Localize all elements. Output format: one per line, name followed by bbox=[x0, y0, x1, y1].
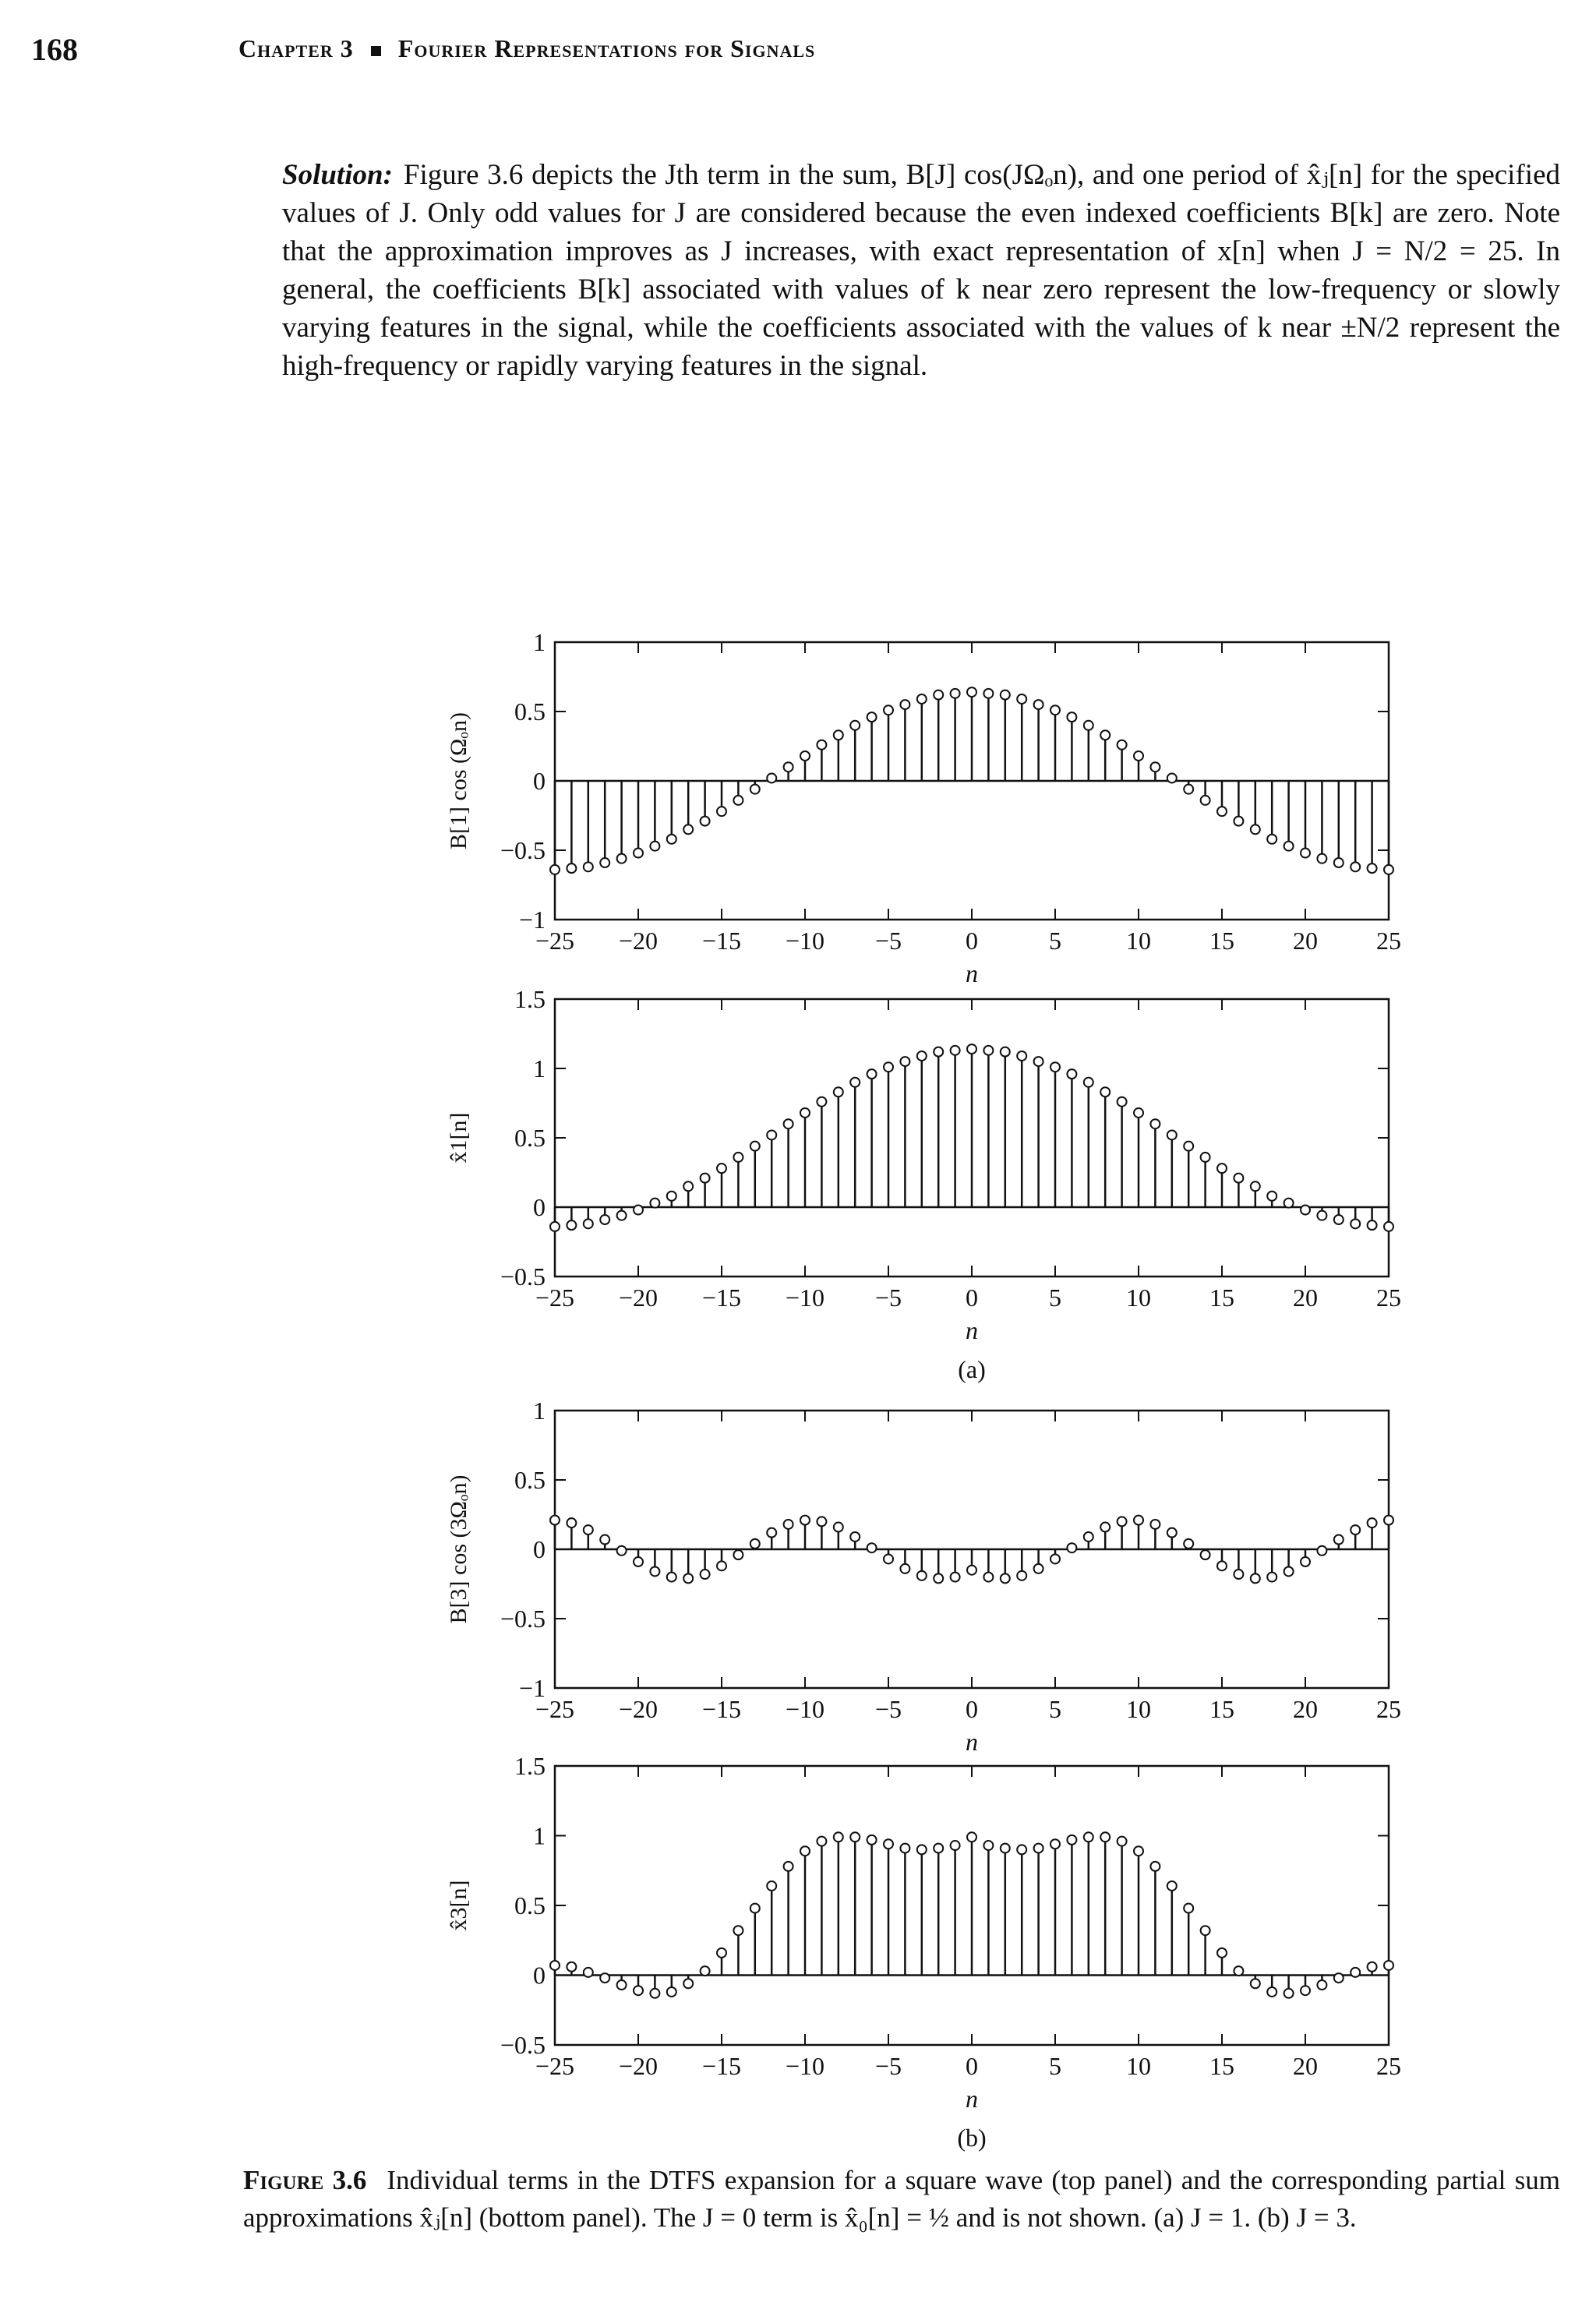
stem-marker bbox=[767, 773, 776, 782]
stem-marker bbox=[951, 1046, 960, 1055]
stem-marker bbox=[1150, 1520, 1160, 1529]
stem-marker bbox=[634, 1557, 643, 1566]
y-axis-label: x̂1[n] bbox=[446, 1112, 471, 1164]
stem-marker bbox=[1317, 1546, 1326, 1556]
stem-marker bbox=[1284, 1989, 1294, 1998]
stem-marker bbox=[817, 1837, 826, 1846]
stem-marker bbox=[834, 1087, 843, 1096]
y-tick-label: −0.5 bbox=[500, 1262, 546, 1291]
stem-marker bbox=[983, 1573, 993, 1582]
stem-marker bbox=[1084, 1532, 1093, 1541]
stem-marker bbox=[767, 1130, 776, 1139]
stem-marker bbox=[1201, 1153, 1210, 1162]
solution-paragraph bbox=[282, 156, 1560, 385]
stem-marker bbox=[1150, 1119, 1160, 1128]
stem-marker bbox=[1267, 835, 1276, 844]
stem-marker bbox=[717, 1948, 726, 1958]
stem-marker bbox=[1100, 1087, 1110, 1096]
stem-marker bbox=[1034, 1564, 1043, 1573]
stem-marker bbox=[967, 687, 976, 697]
solution-text: Figure 3.6 depicts the Jth term in the sum, B[J] cos(JΩₒn), and one period of x̂ⱼ[n] for the specified values of J. Only odd values for J are considered because the even indexed coefficients B[k] are zero. Note that the approximation improves as J increases, with exact representation of x[n] when J = N/2 = 25. In general, the coefficients B[k] associated with values of k near zero represent the low-frequency or slowly varying features in the signal, while the coefficients associated with the values of k near ±N/2 represent the high-frequency or rapidly varying features in the signal. bbox=[282, 159, 1560, 382]
stem-marker bbox=[917, 1845, 927, 1854]
x-tick-label: −5 bbox=[874, 1695, 902, 1723]
stem-marker bbox=[884, 705, 893, 715]
stem-marker bbox=[817, 740, 826, 750]
stem-marker bbox=[800, 1108, 810, 1118]
y-axis-label: B[3] cos (3Ωₒn) bbox=[446, 1474, 471, 1624]
stem-marker bbox=[1334, 1535, 1344, 1545]
stem-marker bbox=[1301, 849, 1310, 858]
x-tick-label: 20 bbox=[1293, 1695, 1318, 1723]
stem-marker bbox=[1150, 1862, 1160, 1871]
stem-marker bbox=[567, 1518, 576, 1527]
x-tick-label: 10 bbox=[1126, 2052, 1151, 2080]
stem-marker bbox=[1100, 1523, 1110, 1532]
stem-marker bbox=[1001, 1047, 1010, 1057]
x-tick-label: −25 bbox=[535, 1695, 575, 1723]
stem-marker bbox=[767, 1881, 776, 1891]
stem-marker bbox=[1084, 721, 1093, 730]
stem-marker bbox=[784, 1520, 793, 1529]
stem-marker bbox=[1134, 1516, 1143, 1525]
stem-marker bbox=[1351, 1968, 1360, 1977]
stem-marker bbox=[1384, 1516, 1393, 1525]
stem-marker bbox=[701, 1966, 710, 1976]
stem-marker bbox=[1118, 1097, 1127, 1107]
stem-marker bbox=[1267, 1192, 1276, 1201]
stem-marker bbox=[1001, 1573, 1010, 1583]
stem-marker bbox=[1034, 1844, 1043, 1853]
stem-marker bbox=[1067, 712, 1076, 722]
panel-label: (a) bbox=[958, 1355, 986, 1383]
stem-marker bbox=[1017, 1051, 1026, 1061]
x-tick-label: 15 bbox=[1209, 927, 1234, 955]
stem-marker bbox=[784, 762, 793, 772]
x-tick-label: −10 bbox=[785, 927, 825, 955]
stem-marker bbox=[733, 1550, 743, 1559]
stem-marker bbox=[1284, 842, 1294, 851]
stem-marker bbox=[867, 1543, 877, 1552]
x-tick-label: −10 bbox=[785, 1284, 825, 1312]
stem-marker bbox=[817, 1517, 826, 1526]
x-tick-label: −20 bbox=[618, 1695, 659, 1723]
stem-marker bbox=[1118, 1837, 1127, 1846]
stem-marker bbox=[800, 1846, 810, 1856]
stem-marker bbox=[784, 1119, 793, 1128]
stem-marker bbox=[917, 1571, 927, 1580]
stem-marker bbox=[1217, 1948, 1227, 1958]
stem-marker bbox=[900, 1057, 909, 1066]
y-tick-label: 1.5 bbox=[514, 1752, 546, 1780]
stem-marker bbox=[1368, 1962, 1377, 1972]
stem-marker bbox=[1184, 785, 1193, 794]
stem-marker bbox=[701, 817, 710, 826]
y-axis-label: x̂3[n] bbox=[446, 1880, 471, 1931]
stem-marker bbox=[983, 689, 993, 698]
stem-marker bbox=[1100, 730, 1110, 740]
stem-marker bbox=[1351, 1219, 1360, 1228]
stem-marker bbox=[884, 1839, 893, 1849]
stem-marker bbox=[650, 1566, 659, 1576]
stem-marker bbox=[934, 1573, 943, 1583]
stem-marker bbox=[1184, 1539, 1193, 1549]
x-axis-label: n bbox=[966, 1728, 978, 1756]
stem-marker bbox=[717, 1561, 726, 1570]
stem-marker bbox=[634, 849, 643, 858]
stem-marker bbox=[550, 865, 560, 874]
stem-marker bbox=[1234, 1570, 1243, 1579]
stem-marker bbox=[567, 1220, 576, 1230]
stem-marker bbox=[1067, 1543, 1076, 1552]
stem-marker bbox=[1201, 1550, 1210, 1559]
x-tick-label: 10 bbox=[1126, 1695, 1151, 1723]
x-tick-label: −5 bbox=[874, 1284, 902, 1312]
stem-marker bbox=[1267, 1987, 1276, 1997]
stem-marker bbox=[750, 1142, 760, 1151]
stem-marker bbox=[1067, 1835, 1076, 1845]
stem-marker bbox=[667, 1987, 676, 1997]
stem-marker bbox=[733, 1926, 743, 1935]
stem-marker bbox=[1368, 1518, 1377, 1527]
stem-marker bbox=[600, 1973, 609, 1983]
stem-marker bbox=[1251, 1181, 1260, 1191]
x-tick-label: 10 bbox=[1126, 927, 1151, 955]
x-tick-label: −5 bbox=[874, 927, 902, 955]
x-tick-label: −15 bbox=[701, 2052, 742, 2080]
stem-marker bbox=[1334, 1973, 1344, 1983]
y-tick-label: 1 bbox=[533, 628, 546, 656]
stem-marker bbox=[567, 1962, 576, 1972]
stem-marker bbox=[1084, 1078, 1093, 1087]
x-tick-label: 25 bbox=[1376, 1284, 1401, 1312]
stem-marker bbox=[584, 1525, 593, 1534]
stem-marker bbox=[834, 1523, 843, 1532]
stem-marker bbox=[1184, 1904, 1193, 1913]
stem-marker bbox=[1301, 1557, 1310, 1566]
x-tick-label: −5 bbox=[874, 2052, 902, 2080]
stem-marker bbox=[834, 730, 843, 740]
stem-marker bbox=[1017, 1571, 1026, 1580]
stem-marker bbox=[717, 1164, 726, 1173]
stem-marker bbox=[850, 1832, 860, 1842]
stem-marker bbox=[900, 1564, 909, 1573]
x-tick-label: 5 bbox=[1049, 2052, 1061, 2080]
stem-plot-panel-2 bbox=[446, 985, 1401, 1383]
stem-marker bbox=[784, 1862, 793, 1871]
y-tick-label: 0 bbox=[533, 1535, 546, 1563]
stem-marker bbox=[917, 1051, 927, 1061]
stem-marker bbox=[750, 785, 760, 794]
x-tick-label: −20 bbox=[618, 1284, 659, 1312]
x-tick-label: 20 bbox=[1293, 2052, 1318, 2080]
stem-marker bbox=[1201, 1926, 1210, 1935]
stem-marker bbox=[1001, 1844, 1010, 1853]
stem-marker bbox=[951, 689, 960, 698]
x-tick-label: −15 bbox=[701, 1695, 742, 1723]
chapter-label: Chapter 3 bbox=[238, 34, 354, 62]
solution-label: Solution: bbox=[282, 159, 393, 191]
stem-marker bbox=[867, 1069, 877, 1079]
stem-marker bbox=[683, 825, 693, 834]
x-tick-label: 25 bbox=[1376, 1695, 1401, 1723]
stem-marker bbox=[683, 1573, 693, 1583]
stem-marker bbox=[1217, 1164, 1227, 1173]
stem-marker bbox=[683, 1181, 693, 1191]
stem-marker bbox=[1217, 807, 1227, 816]
stem-marker bbox=[1034, 700, 1043, 709]
stem-marker bbox=[1217, 1561, 1227, 1570]
x-axis-label: n bbox=[966, 959, 978, 987]
y-tick-label: 0 bbox=[533, 1193, 546, 1221]
stem-marker bbox=[1134, 1846, 1143, 1856]
stem-marker bbox=[800, 751, 810, 761]
stem-marker bbox=[800, 1516, 810, 1525]
stem-marker bbox=[1317, 1980, 1326, 1990]
stem-marker bbox=[967, 1832, 976, 1842]
stem-marker bbox=[1118, 1517, 1127, 1526]
x-tick-label: 15 bbox=[1209, 2052, 1234, 2080]
y-tick-label: 0 bbox=[533, 1961, 546, 1990]
stem-marker bbox=[634, 1206, 643, 1215]
x-tick-label: −25 bbox=[535, 1284, 575, 1312]
stem-marker bbox=[951, 1573, 960, 1582]
stem-marker bbox=[767, 1528, 776, 1538]
stem-marker bbox=[1034, 1057, 1043, 1066]
stem-marker bbox=[967, 1566, 976, 1575]
stem-marker bbox=[1351, 862, 1360, 871]
stem-marker bbox=[900, 1844, 909, 1853]
stem-marker bbox=[634, 1986, 643, 1995]
x-tick-label: −20 bbox=[618, 927, 659, 955]
stem-marker bbox=[1251, 825, 1260, 834]
stem-marker bbox=[667, 1192, 676, 1201]
x-tick-label: 5 bbox=[1049, 927, 1061, 955]
square-bullet-icon bbox=[371, 46, 381, 56]
stem-marker bbox=[1017, 1845, 1026, 1854]
stem-marker bbox=[1084, 1832, 1093, 1842]
stem-marker bbox=[617, 1546, 627, 1556]
x-tick-label: 5 bbox=[1049, 1695, 1061, 1723]
stem-marker bbox=[1100, 1832, 1110, 1842]
stem-marker bbox=[1301, 1206, 1310, 1215]
stem-marker bbox=[1317, 1211, 1326, 1220]
stem-marker bbox=[1234, 1966, 1243, 1976]
stem-marker bbox=[983, 1841, 993, 1850]
stem-marker bbox=[1234, 1174, 1243, 1183]
stem-marker bbox=[584, 862, 593, 871]
stem-marker bbox=[951, 1841, 960, 1850]
y-tick-label: 0.5 bbox=[514, 697, 546, 726]
stem-marker bbox=[1167, 1881, 1177, 1891]
stem-marker bbox=[1284, 1199, 1294, 1208]
stem-marker bbox=[1050, 1062, 1060, 1072]
stem-marker bbox=[667, 1573, 676, 1582]
y-tick-label: 0.5 bbox=[514, 1891, 546, 1919]
stem-marker bbox=[1118, 740, 1127, 750]
stem-marker bbox=[683, 1979, 693, 1988]
stem-marker bbox=[1167, 1130, 1177, 1139]
stem-marker bbox=[650, 1199, 659, 1208]
stem-marker bbox=[1334, 1215, 1344, 1224]
y-tick-label: −1 bbox=[518, 1674, 546, 1702]
stem-marker bbox=[1234, 817, 1243, 826]
panel-label: (b) bbox=[957, 2124, 987, 2152]
running-head bbox=[238, 34, 815, 63]
stem-marker bbox=[1317, 854, 1326, 863]
stem-plot-panel-3 bbox=[446, 1397, 1401, 1756]
y-tick-label: 1.5 bbox=[514, 985, 546, 1013]
stem-marker bbox=[1167, 773, 1177, 782]
stem-marker bbox=[884, 1554, 893, 1563]
stem-marker bbox=[1384, 865, 1393, 874]
stem-marker bbox=[884, 1062, 893, 1072]
x-tick-label: 25 bbox=[1376, 2052, 1401, 2080]
stem-marker bbox=[617, 1980, 627, 1990]
stem-marker bbox=[1001, 690, 1010, 700]
stem-marker bbox=[584, 1219, 593, 1228]
stem-marker bbox=[1134, 751, 1143, 761]
x-tick-label: 15 bbox=[1209, 1284, 1234, 1312]
stem-marker bbox=[1368, 863, 1377, 873]
stem-marker bbox=[1184, 1142, 1193, 1151]
x-tick-label: 15 bbox=[1209, 1695, 1234, 1723]
x-tick-label: 0 bbox=[966, 1284, 978, 1312]
x-tick-label: 0 bbox=[966, 2052, 978, 2080]
x-tick-label: 10 bbox=[1126, 1284, 1151, 1312]
x-tick-label: 0 bbox=[966, 1695, 978, 1723]
stem-marker bbox=[1267, 1573, 1276, 1582]
stem-marker bbox=[1067, 1069, 1076, 1079]
x-tick-label: −20 bbox=[618, 2052, 659, 2080]
stem-marker bbox=[550, 1222, 560, 1231]
stem-marker bbox=[617, 854, 627, 863]
stem-marker bbox=[1334, 858, 1344, 867]
x-tick-label: 0 bbox=[966, 927, 978, 955]
stem-marker bbox=[1384, 1222, 1393, 1231]
y-axis-label: B[1] cos (Ωₒn) bbox=[446, 712, 471, 849]
stem-marker bbox=[717, 807, 726, 816]
stem-marker bbox=[733, 1153, 743, 1162]
stem-marker bbox=[550, 1516, 560, 1525]
y-tick-label: 0 bbox=[533, 767, 546, 795]
caption-label: Figure 3.6 bbox=[243, 2165, 367, 2195]
y-tick-label: 1 bbox=[533, 1397, 546, 1425]
stem-marker bbox=[1251, 1573, 1260, 1583]
x-axis-label: n bbox=[966, 1316, 978, 1344]
x-tick-label: −15 bbox=[701, 1284, 742, 1312]
caption-text: Individual terms in the DTFS expansion for a square wave (top panel) and the corresponding partial sum approximations x̂ⱼ[n] (bottom panel). The J = 0 term is x̂₀[n] = ½ and is not shown. (a) J = 1. (b) J = 3. bbox=[243, 2165, 1560, 2233]
x-tick-label: 5 bbox=[1049, 1284, 1061, 1312]
stem-marker bbox=[600, 1535, 609, 1545]
stem-marker bbox=[617, 1211, 627, 1220]
stem-plot-panel-4 bbox=[446, 1752, 1401, 2152]
chapter-title: Fourier Representations for Signals bbox=[397, 34, 816, 62]
stem-marker bbox=[1301, 1986, 1310, 1995]
stem-marker bbox=[934, 1047, 943, 1057]
y-tick-label: 0.5 bbox=[514, 1466, 546, 1494]
x-tick-label: −10 bbox=[785, 1695, 825, 1723]
stem-marker bbox=[917, 694, 927, 704]
stem-marker bbox=[850, 1532, 860, 1541]
stem-marker bbox=[1050, 1839, 1060, 1849]
stem-marker bbox=[1017, 694, 1026, 704]
page-number: 168 bbox=[31, 32, 78, 67]
stem-marker bbox=[1050, 1554, 1060, 1563]
figure-3-6 bbox=[0, 608, 1596, 2159]
stem-marker bbox=[934, 1844, 943, 1853]
stem-marker bbox=[1368, 1220, 1377, 1230]
stem-marker bbox=[934, 690, 943, 700]
stem-marker bbox=[1150, 762, 1160, 772]
stem-marker bbox=[1384, 1961, 1393, 1970]
stem-marker bbox=[850, 1078, 860, 1087]
stem-marker bbox=[600, 858, 609, 867]
stem-marker bbox=[967, 1044, 976, 1054]
stem-marker bbox=[1201, 796, 1210, 805]
stem-marker bbox=[867, 1835, 877, 1845]
stem-marker bbox=[1134, 1108, 1143, 1118]
x-tick-label: 20 bbox=[1293, 927, 1318, 955]
stem-marker bbox=[701, 1570, 710, 1579]
stem-plot-panel-1 bbox=[446, 628, 1401, 987]
x-axis-label: n bbox=[966, 2085, 978, 2113]
stem-marker bbox=[1050, 705, 1060, 715]
stem-marker bbox=[650, 1989, 659, 1998]
stem-marker bbox=[650, 842, 659, 851]
stem-marker bbox=[733, 796, 743, 805]
y-tick-label: −1 bbox=[518, 906, 546, 934]
y-tick-label: 1 bbox=[533, 1821, 546, 1850]
figure-caption bbox=[243, 2162, 1560, 2237]
y-tick-label: −0.5 bbox=[500, 1605, 546, 1633]
stem-marker bbox=[900, 700, 909, 709]
y-tick-label: −0.5 bbox=[500, 2031, 546, 2059]
y-tick-label: −0.5 bbox=[500, 836, 546, 864]
stem-marker bbox=[834, 1832, 843, 1842]
x-tick-label: 25 bbox=[1376, 927, 1401, 955]
stem-marker bbox=[701, 1174, 710, 1183]
stem-marker bbox=[867, 712, 877, 722]
x-tick-label: −25 bbox=[535, 927, 575, 955]
y-tick-label: 0.5 bbox=[514, 1124, 546, 1152]
stem-marker bbox=[567, 863, 576, 873]
stem-marker bbox=[983, 1046, 993, 1055]
stem-marker bbox=[817, 1097, 826, 1107]
stem-marker bbox=[584, 1968, 593, 1977]
stem-marker bbox=[850, 721, 860, 730]
stem-marker bbox=[1284, 1566, 1294, 1576]
stem-marker bbox=[750, 1904, 760, 1913]
stem-marker bbox=[1167, 1528, 1177, 1538]
stem-marker bbox=[1251, 1979, 1260, 1988]
x-tick-label: −10 bbox=[785, 2052, 825, 2080]
stem-marker bbox=[750, 1539, 760, 1549]
stem-marker bbox=[667, 835, 676, 844]
stem-marker bbox=[600, 1215, 609, 1224]
x-tick-label: −25 bbox=[535, 2052, 575, 2080]
x-tick-label: −15 bbox=[701, 927, 742, 955]
x-tick-label: 20 bbox=[1293, 1284, 1318, 1312]
y-tick-label: 1 bbox=[533, 1054, 546, 1082]
stem-marker bbox=[550, 1961, 560, 1970]
stem-marker bbox=[1351, 1525, 1360, 1534]
